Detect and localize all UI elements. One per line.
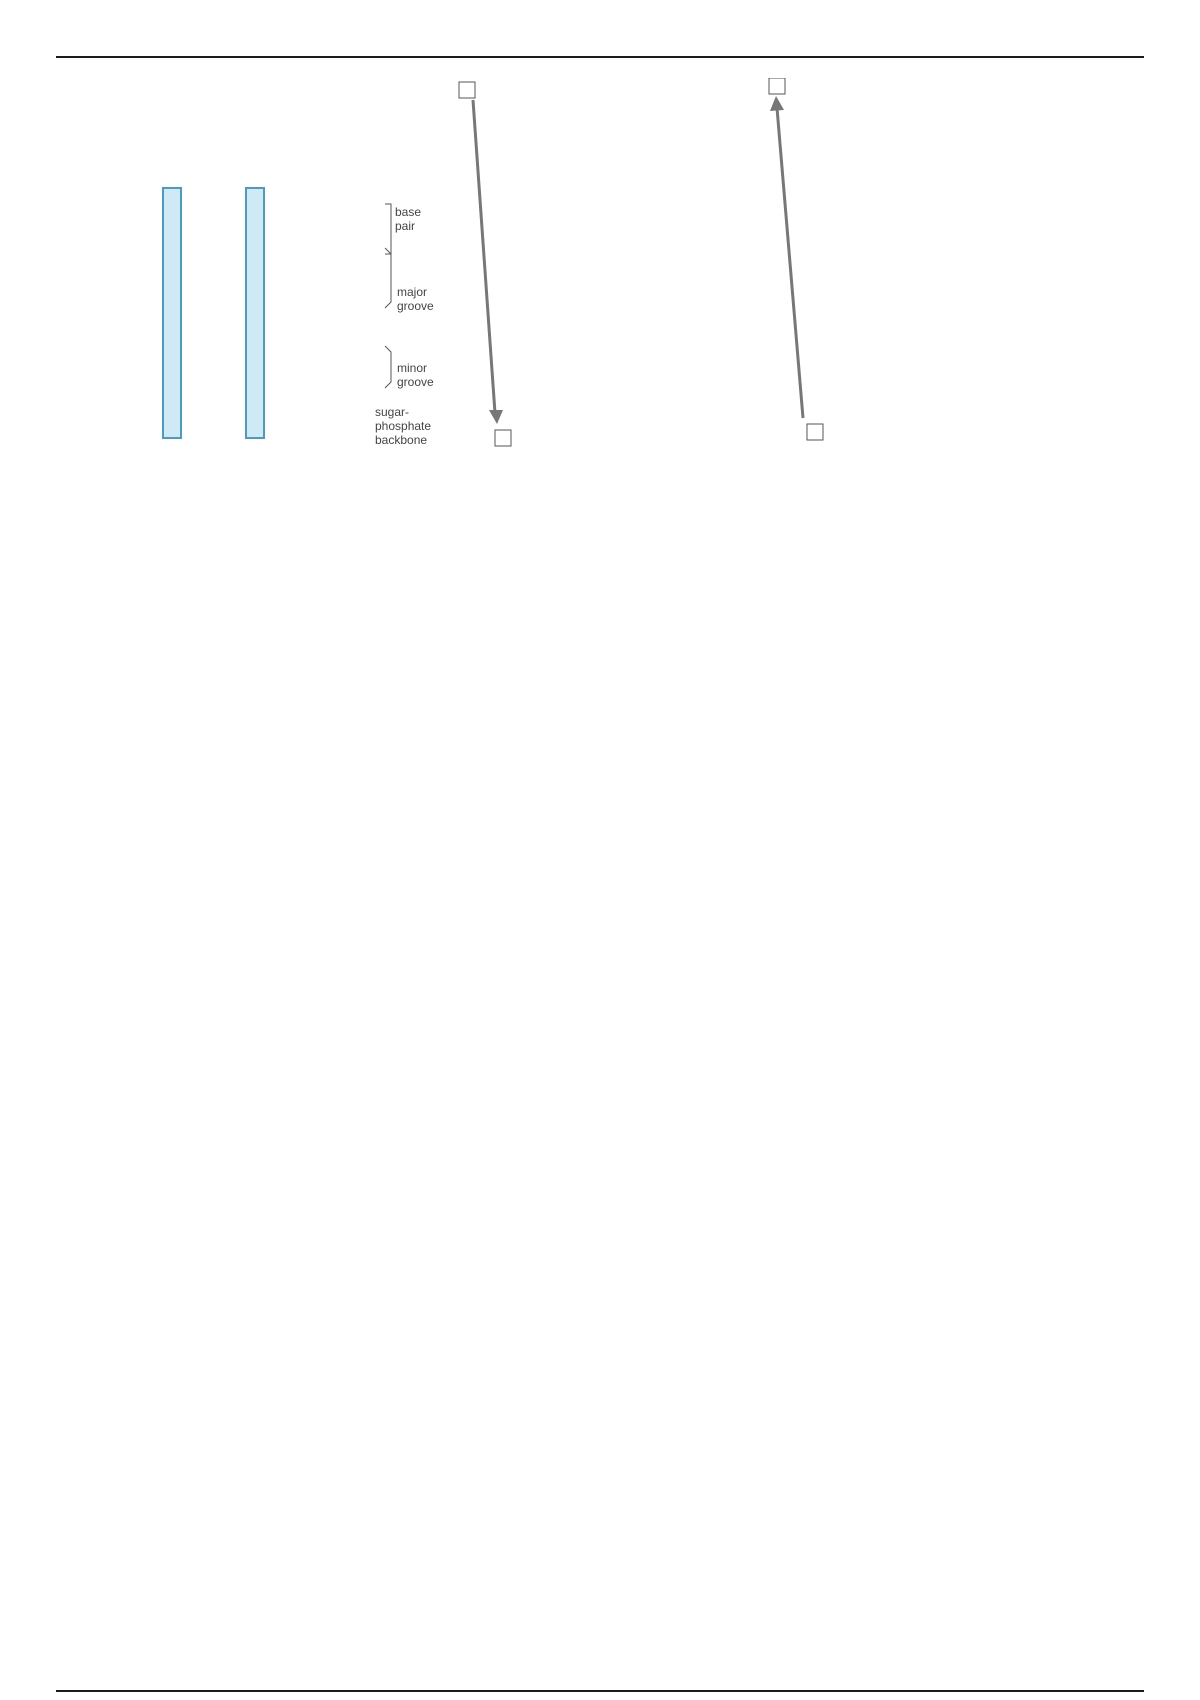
base-pair-bracket [385,204,391,254]
major-groove-bracket [385,248,391,308]
chem-5prime-top-box [459,82,475,98]
base-pair-label: base pair [395,205,422,233]
minor-groove-label: minor groove [397,361,434,389]
minor-groove-bracket [385,346,391,388]
chemical-structure [459,78,823,446]
arrowhead-up-icon [770,96,784,111]
ladder-right-rail [246,188,264,438]
arrowhead-down-icon [489,410,503,424]
chem-3prime-bottom-box [495,430,511,446]
major-groove-label: major groove [397,285,434,313]
chem-3prime-top-box [769,78,785,94]
dna-figure-svg [143,78,1043,488]
helix-diagram [375,204,434,447]
chem-5prime-bottom-box [807,424,823,440]
bottom-rule [56,1690,1144,1692]
document-body [145,66,1065,492]
ladder-left-rail [163,188,181,438]
top-rule [56,56,1144,58]
ladder-diagram [163,188,264,438]
dna-structure-figure [143,78,1043,488]
backbone-label: sugar-phosphate backbone [375,405,432,447]
strand-direction-up [777,108,803,418]
strand-direction-down [473,100,495,413]
